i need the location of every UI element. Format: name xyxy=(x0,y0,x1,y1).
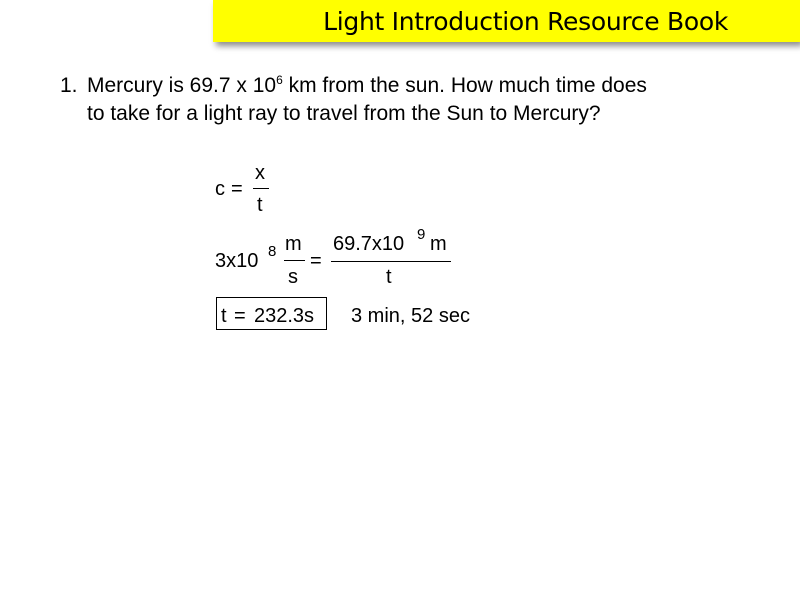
eq2-unit-denominator: s xyxy=(288,266,298,288)
question-line-1-start: Mercury is 69.7 x 10 xyxy=(87,74,277,97)
eq2-equals: = xyxy=(310,250,322,272)
eq1-fraction-bar xyxy=(253,188,269,189)
eq2-rhs-unit: m xyxy=(430,233,447,255)
eq2-rhs-exponent: 9 xyxy=(417,226,426,243)
eq1-denominator: t xyxy=(257,194,263,216)
answer-equals: = xyxy=(234,305,246,327)
question-line-1 xyxy=(87,72,760,100)
eq2-unit-numerator: m xyxy=(285,233,302,255)
eq2-unit-fraction-bar xyxy=(284,260,305,261)
eq2-rhs-denominator: t xyxy=(386,266,392,288)
question-line-1-end: km from the sun. How much time does xyxy=(282,74,647,97)
eq2-coefficient: 3x10 xyxy=(215,250,259,272)
question-number: 1. xyxy=(60,74,78,97)
question-block xyxy=(60,72,760,128)
eq1-equals: = xyxy=(231,178,243,200)
eq2-coefficient-exponent: 8 xyxy=(268,243,277,260)
answer-value: 232.3s xyxy=(254,305,315,327)
answer-lhs: t xyxy=(221,305,227,327)
eq1-numerator: x xyxy=(255,162,265,184)
question-line-2: to take for a light ray to travel from the Sun to Mercury? xyxy=(87,102,601,125)
eq2-rhs-numerator: 69.7x10 xyxy=(333,233,405,255)
question-exponent: 6 xyxy=(276,73,283,87)
eq1-lhs: c xyxy=(215,178,225,200)
page-title: Light Introduction Resource Book xyxy=(323,6,728,36)
answer-conversion: 3 min, 52 sec xyxy=(351,305,470,327)
title-banner xyxy=(213,0,800,42)
question-text xyxy=(87,72,760,128)
eq2-rhs-fraction-bar xyxy=(331,261,451,262)
